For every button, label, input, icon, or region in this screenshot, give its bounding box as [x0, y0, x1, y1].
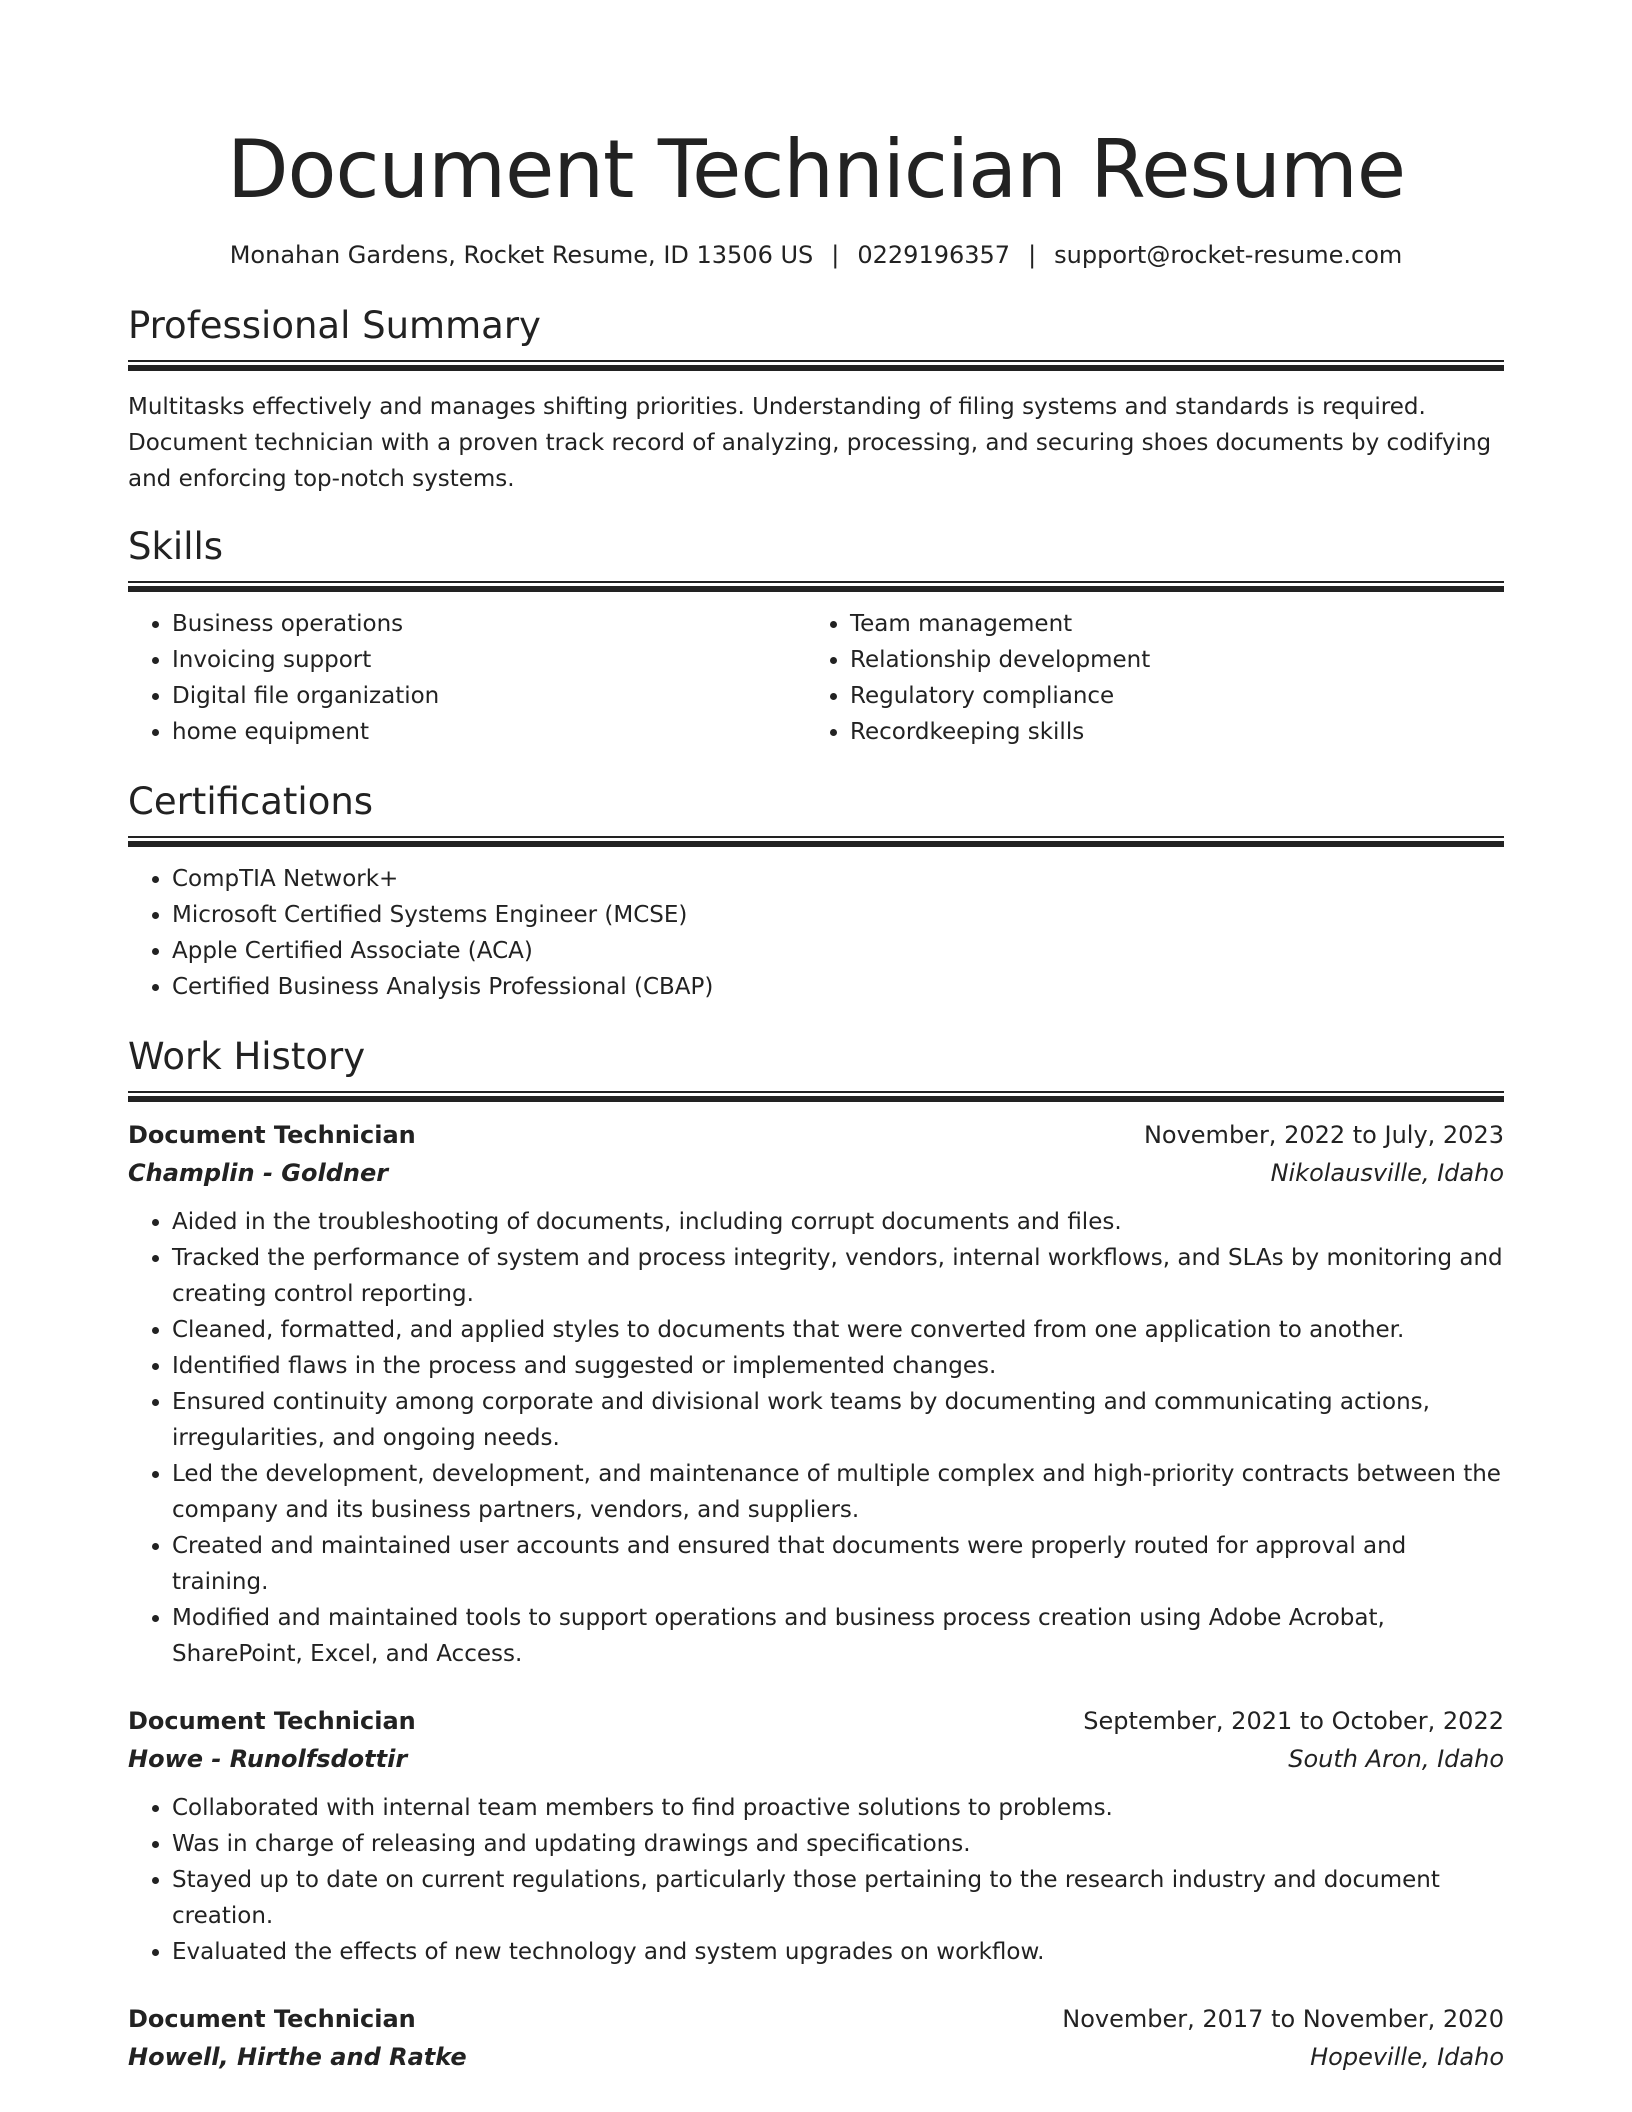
- work-history-section: [128, 1033, 1504, 2076]
- summary-section: [128, 302, 1504, 497]
- contact-separator: |: [1028, 241, 1037, 269]
- certifications-section: [128, 778, 1504, 1005]
- resume-page: [128, 0, 1504, 2076]
- skills-heading: Skills: [128, 525, 224, 568]
- job-bullet: • Tracked the performance of system and process integrity, vendors, internal workflows, and SLAs by monitoring and creating control reporting.: [172, 1240, 1504, 1312]
- job-header: [128, 1702, 1504, 1740]
- work-history-heading: Work History: [128, 1035, 366, 1078]
- certifications-list: [128, 861, 1504, 1005]
- skill-item: • Team management: [850, 606, 1484, 642]
- certification-item: • Apple Certified Associate (ACA): [172, 933, 1504, 969]
- contact-separator: |: [831, 241, 840, 269]
- job-dates: November, 2022 to July, 2023: [1143, 1121, 1504, 1149]
- summary-heading: Professional Summary: [128, 304, 541, 347]
- job-entry: [128, 1702, 1504, 1970]
- skill-item: • Recordkeeping skills: [850, 714, 1484, 750]
- skill-item: • Business operations: [172, 606, 806, 642]
- job-company: Howell, Hirthe and Ratke: [128, 2043, 467, 2071]
- job-company: Howe - Runolfsdottir: [128, 1745, 408, 1773]
- skill-item: • home equipment: [172, 714, 806, 750]
- job-bullet: • Aided in the troubleshooting of documents, including corrupt documents and files.: [172, 1204, 1504, 1240]
- contact-email[interactable]: support@rocket-resume.com: [1054, 241, 1403, 269]
- job-location: Hopeville, Idaho: [1310, 2043, 1504, 2071]
- job-company: Champlin - Goldner: [128, 1159, 389, 1187]
- contact-phone: 0229196357: [857, 241, 1011, 269]
- job-header: [128, 2000, 1504, 2038]
- job-bullet: • Identified flaws in the process and suggested or implemented changes.: [172, 1348, 1504, 1384]
- job-bullets: [128, 1204, 1504, 1672]
- section-divider: [128, 581, 1504, 592]
- job-title: Document Technician: [128, 1707, 416, 1735]
- job-dates: November, 2017 to November, 2020: [1062, 2005, 1504, 2033]
- job-dates: September, 2021 to October, 2022: [1083, 1707, 1504, 1735]
- job-bullet: • Cleaned, formatted, and applied styles to documents that were converted from one application to another.: [172, 1312, 1504, 1348]
- job-entry: [128, 1116, 1504, 1672]
- job-bullet: • Ensured continuity among corporate and divisional work teams by documenting and communicating actions, irregularities, and ongoing needs.: [172, 1384, 1504, 1456]
- job-bullet: • Led the development, development, and maintenance of multiple complex and high-priority contracts between the company and its business partners, vendors, and suppliers.: [172, 1456, 1504, 1528]
- job-subheader: [128, 2038, 1504, 2076]
- section-divider: [128, 1091, 1504, 1102]
- resume-title: Document Technician Resume: [226, 123, 1406, 216]
- job-bullet: • Modified and maintained tools to support operations and business process creation using Adobe Acrobat, SharePoint, Excel, and Access.: [172, 1600, 1504, 1672]
- skill-item: • Digital file organization: [172, 678, 806, 714]
- section-divider: [128, 360, 1504, 371]
- job-bullet: • Created and maintained user accounts and ensured that documents were properly routed for approval and training.: [172, 1528, 1504, 1600]
- job-bullet: • Stayed up to date on current regulations, particularly those pertaining to the research industry and document creation.: [172, 1862, 1504, 1934]
- job-title: Document Technician: [128, 1121, 416, 1149]
- skills-list-right: [806, 606, 1484, 750]
- section-divider: [128, 836, 1504, 847]
- certification-item: • Certified Business Analysis Professional (CBAP): [172, 969, 1504, 1005]
- contact-line: [128, 238, 1504, 272]
- summary-text: Multitasks effectively and manages shifting priorities. Understanding of filing systems and standards is required. Document technician with a proven track record of analyzing, processing, and securing shoes documents by codifying and enforcing top-notch systems.: [128, 394, 1492, 492]
- job-entry: [128, 2000, 1504, 2076]
- job-title: Document Technician: [128, 2005, 416, 2033]
- job-subheader: [128, 1154, 1504, 1192]
- contact-address: Monahan Gardens, Rocket Resume, ID 13506 US: [229, 241, 814, 269]
- job-header: [128, 1116, 1504, 1154]
- skills-list-left: [128, 606, 806, 750]
- job-bullets: [128, 1790, 1504, 1970]
- job-location: South Aron, Idaho: [1288, 1745, 1504, 1773]
- certification-item: • Microsoft Certified Systems Engineer (MCSE): [172, 897, 1504, 933]
- certifications-heading: Certifications: [128, 780, 374, 823]
- job-location: Nikolausville, Idaho: [1270, 1159, 1504, 1187]
- skill-item: • Invoicing support: [172, 642, 806, 678]
- skill-item: • Relationship development: [850, 642, 1484, 678]
- job-bullet: • Evaluated the effects of new technology and system upgrades on workflow.: [172, 1934, 1504, 1970]
- job-bullet: • Was in charge of releasing and updating drawings and specifications.: [172, 1826, 1504, 1862]
- skill-item: • Regulatory compliance: [850, 678, 1484, 714]
- job-bullet: • Collaborated with internal team members to find proactive solutions to problems.: [172, 1790, 1504, 1826]
- skills-section: [128, 523, 1504, 750]
- job-subheader: [128, 1740, 1504, 1778]
- certification-item: • CompTIA Network+: [172, 861, 1504, 897]
- skills-columns: [128, 606, 1504, 750]
